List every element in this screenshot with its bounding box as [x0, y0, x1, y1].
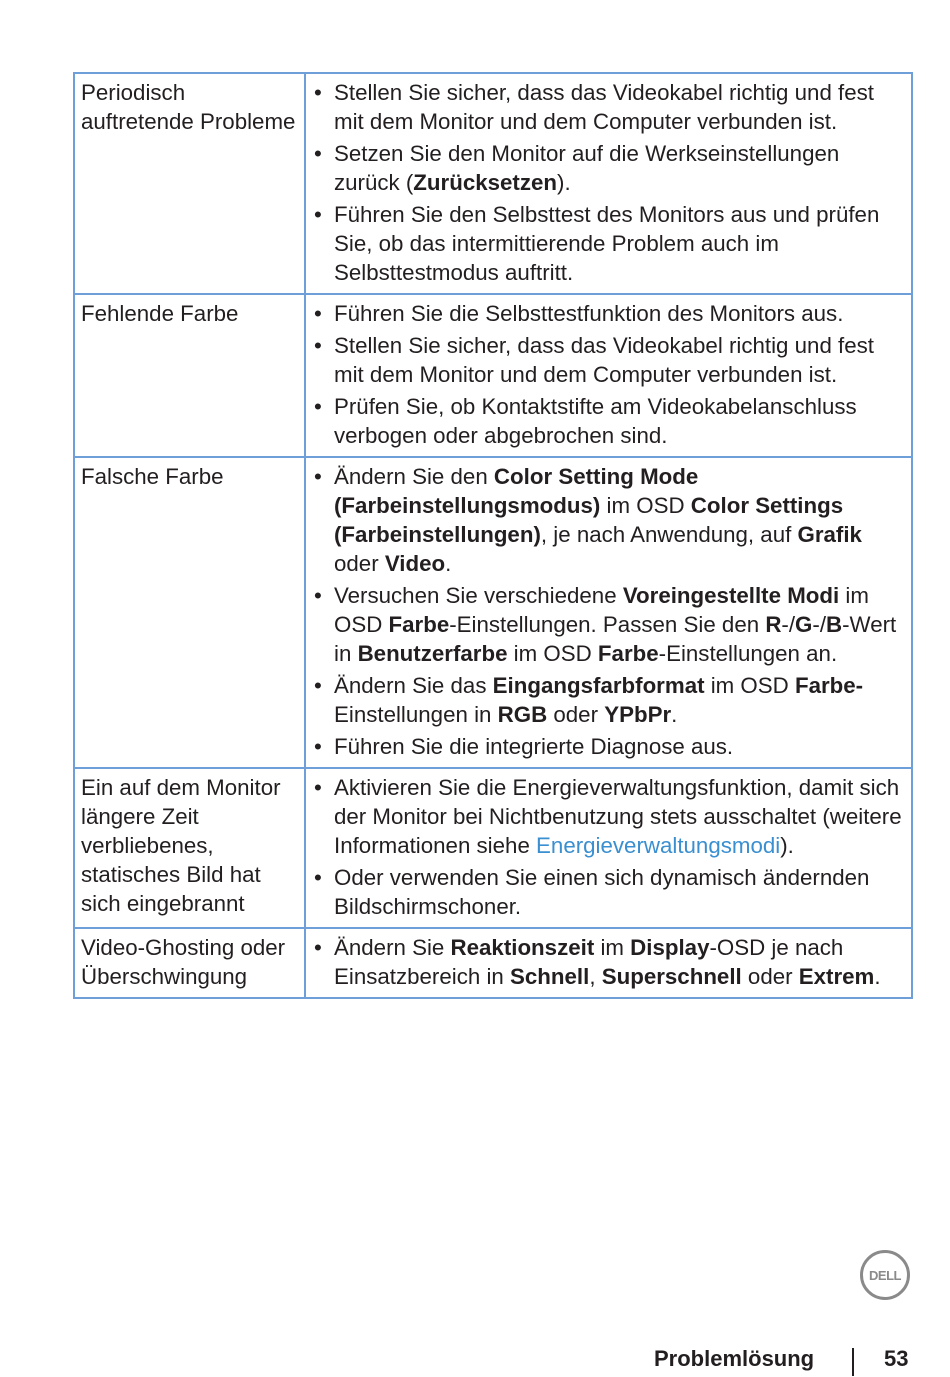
bullet-icon: • — [314, 734, 322, 759]
solution-list — [314, 933, 907, 991]
bullet-icon: • — [314, 935, 322, 960]
dell-logo — [860, 1250, 910, 1300]
list-item: • Ändern Sie den Color Setting Mode (Farbeinstellungsmodus) im OSD Color Settings (Farbeinstellungen), je nach Anwendung, auf Grafik oder Video. — [314, 464, 862, 576]
list-item: • Ändern Sie Reaktionszeit im Display-OSD je nach Einsatzbereich in Schnell, Superschnell oder Extrem. — [314, 935, 881, 989]
solution-cell — [305, 73, 912, 294]
list-item: • Prüfen Sie, ob Kontaktstifte am Videokabelanschluss verbogen oder abgebrochen sind. — [314, 394, 857, 448]
list-item: • Führen Sie den Selbsttest des Monitors aus und prüfen Sie, ob das intermittierende Problem auch im Selbsttestmodus auftritt. — [314, 202, 880, 285]
solution-list — [314, 773, 907, 921]
bullet-icon: • — [314, 394, 322, 419]
footer-section-title: Problemlösung — [654, 1346, 815, 1371]
bullet-icon: • — [314, 464, 322, 489]
bullet-icon: • — [314, 333, 322, 358]
list-item: • Stellen Sie sicher, dass das Videokabel richtig und fest mit dem Monitor und dem Computer verbunden ist. — [314, 333, 874, 387]
dell-logo-text: DELL — [869, 1267, 901, 1283]
solution-cell — [305, 928, 912, 998]
list-item: • Setzen Sie den Monitor auf die Werkseinstellungen zurück (Zurücksetzen). — [314, 141, 840, 195]
power-management-link[interactable]: Energieverwaltungsmodi — [536, 833, 781, 858]
problem-cell: Periodisch auftretende Probleme — [74, 73, 305, 294]
bullet-icon: • — [314, 202, 322, 227]
footer-divider — [852, 1348, 854, 1376]
table-row — [74, 928, 912, 998]
bullet-icon: • — [314, 80, 322, 105]
problem-cell: Ein auf dem Monitor längere Zeit verbliebenes, statisches Bild hat sich eingebrannt — [74, 768, 305, 928]
page-number: 53 — [884, 1346, 909, 1371]
list-item: • Aktivieren Sie die Energieverwaltungsfunktion, damit sich der Monitor bei Nichtbenutzung stets ausschaltet (weitere Informationen siehe Energieverwaltungsmodi). — [314, 775, 902, 858]
table-row — [74, 294, 912, 457]
list-item: • Oder verwenden Sie einen sich dynamisch ändernden Bildschirmschoner. — [314, 865, 870, 919]
problem-cell: Video-Ghosting oder Überschwingung — [74, 928, 305, 998]
bullet-icon: • — [314, 141, 322, 166]
table-row — [74, 457, 912, 768]
list-item: • Ändern Sie das Eingangsfarbformat im OSD Farbe- Einstellungen in RGB oder YPbPr. — [314, 673, 864, 727]
bullet-icon: • — [314, 673, 322, 698]
table-row — [74, 73, 912, 294]
solution-list — [314, 78, 907, 287]
solution-cell — [305, 457, 912, 768]
solution-list — [314, 299, 907, 450]
troubleshooting-table — [73, 72, 913, 999]
solution-list — [314, 462, 907, 761]
bullet-icon: • — [314, 301, 322, 326]
solution-cell — [305, 294, 912, 457]
bullet-icon: • — [314, 583, 322, 608]
list-item: • Führen Sie die integrierte Diagnose aus. — [314, 734, 734, 759]
list-item: • Stellen Sie sicher, dass das Videokabel richtig und fest mit dem Monitor und dem Computer verbunden ist. — [314, 80, 874, 134]
table-row — [74, 768, 912, 928]
problem-cell: Fehlende Farbe — [74, 294, 305, 457]
list-item: • Führen Sie die Selbsttestfunktion des Monitors aus. — [314, 301, 844, 326]
problem-cell: Falsche Farbe — [74, 457, 305, 768]
list-item: • Versuchen Sie verschiedene Voreingestellte Modi im OSD Farbe-Einstellungen. Passen Sie den R-/G-/B-Wert in Benutzerfarbe im OSD Farbe-Einstellungen an. — [314, 583, 897, 666]
bullet-icon: • — [314, 865, 322, 890]
bullet-icon: • — [314, 775, 322, 800]
solution-cell — [305, 768, 912, 928]
